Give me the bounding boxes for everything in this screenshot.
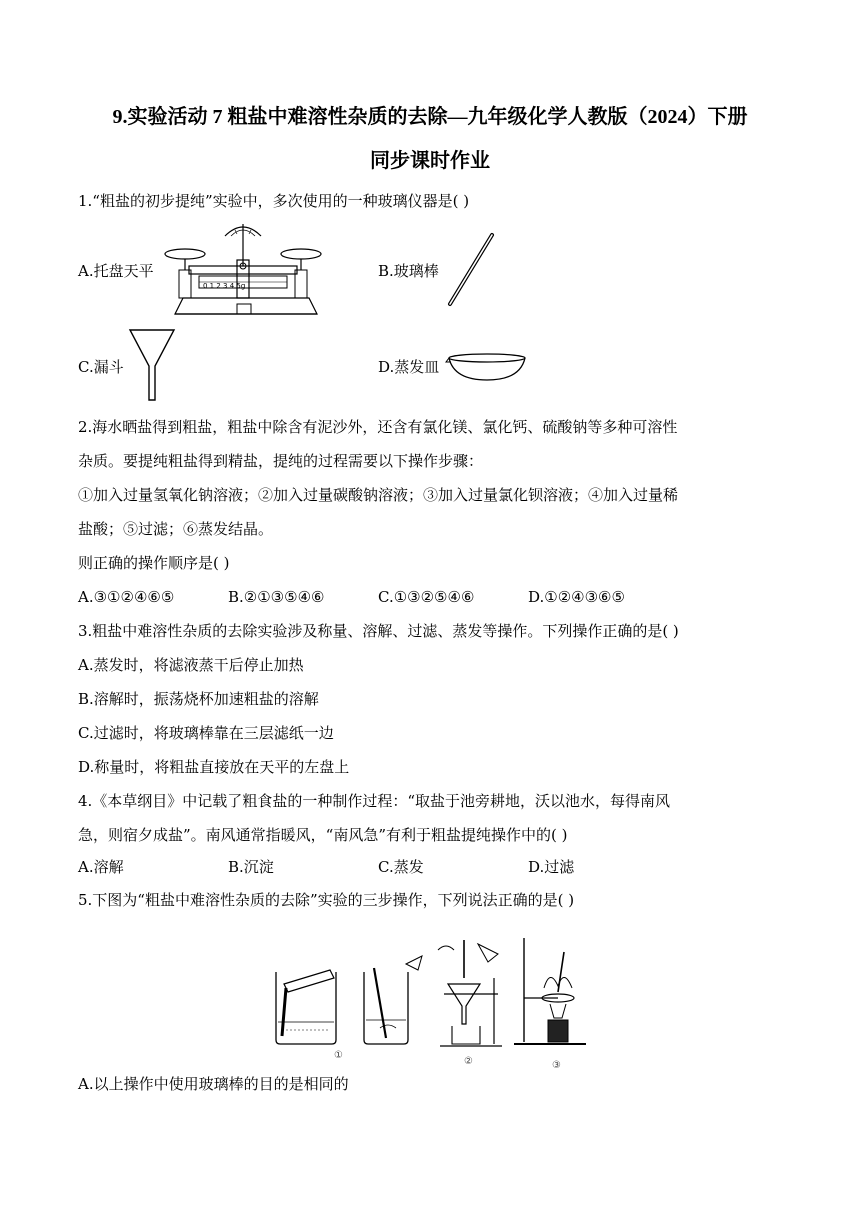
q1-option-b: B.玻璃棒 [378, 262, 439, 280]
dissolving-beaker-2 [364, 956, 422, 1044]
experiment-steps-figure [268, 928, 598, 1071]
q4-option-a: A.溶解 [78, 858, 124, 876]
q2-stem-line1: 2.海水晒盐得到粗盐，粗盐中除含有泥沙外，还含有氯化镁、氯化钙、硫酸钠等多种可溶性 [78, 418, 678, 436]
scale-marks: 0 1 2 3 4 5g [203, 282, 246, 290]
q2-ask: 则正确的操作顺序是( ) [78, 554, 230, 572]
step-label-2: ② [464, 1056, 473, 1067]
q3-option-b: B.溶解时，振荡烧杯加速粗盐的溶解 [78, 690, 319, 708]
q1-option-d: D.蒸发皿 [378, 358, 440, 376]
q2-option-a: A.③①②④⑥⑤ [78, 588, 175, 606]
step-label-3: ③ [552, 1060, 561, 1071]
q2-option-d: D.①②④③⑥⑤ [528, 588, 625, 606]
q5-option-a: A.以上操作中使用玻璃棒的目的是相同的 [78, 1075, 349, 1093]
evaporation-apparatus [514, 938, 586, 1044]
q1-stem: 1.“粗盐的初步提纯”实验中，多次使用的一种玻璃仪器是( ) [78, 192, 470, 210]
step-label-1: ① [334, 1050, 343, 1061]
q3-option-d: D.称量时，将粗盐直接放在天平的左盘上 [78, 758, 350, 776]
q2-option-b: B.②①③⑤④⑥ [228, 588, 325, 606]
q2-steps-line1: ①加入过量氢氧化钠溶液；②加入过量碳酸钠溶液；③加入过量氯化钡溶液；④加入过量稀 [78, 486, 679, 504]
q5-stem: 5.下图为“粗盐中难溶性杂质的去除”实验的三步操作，下列说法正确的是( ) [78, 891, 575, 909]
q4-stem-line1: 4.《本草纲目》中记载了粗食盐的一种制作过程：“取盐于池旁耕地，沃以池水，每得南风 [78, 792, 670, 810]
glass-rod-figure [446, 232, 496, 308]
doc-title-line2: 同步课时作业 [370, 150, 490, 172]
q4-stem-line2: 急，则宿夕成盐”。南风通常指暖风，“南风急”有利于粗盐提纯操作中的( ) [78, 826, 568, 844]
q3-stem: 3.粗盐中难溶性杂质的去除实验涉及称量、溶解、过滤、蒸发等操作。下列操作正确的是( ) [78, 622, 679, 640]
evaporating-dish-figure [446, 352, 528, 384]
q4-option-b: B.沉淀 [228, 858, 274, 876]
filtration-apparatus [438, 940, 502, 1046]
q1-option-c: C.漏斗 [78, 358, 124, 376]
q4-option-d: D.过滤 [528, 858, 575, 876]
q2-option-c: C.①③②⑤④⑥ [378, 588, 475, 606]
q4-option-c: C.蒸发 [378, 858, 424, 876]
q1-option-a: A.托盘天平 [78, 262, 154, 280]
q3-option-c: C.过滤时，将玻璃棒靠在三层滤纸一边 [78, 724, 334, 742]
doc-title-line1: 9.实验活动 7 粗盐中难溶性杂质的去除—九年级化学人教版（2024）下册 [112, 106, 748, 128]
q3-option-a: A.蒸发时，将滤液蒸干后停止加热 [78, 656, 304, 674]
q2-stem-line2: 杂质。要提纯粗盐得到精盐，提纯的过程需要以下操作步骤： [78, 452, 484, 470]
dissolving-beaker-1 [276, 970, 336, 1044]
balance-scale-figure [163, 222, 328, 322]
funnel-figure [128, 328, 178, 402]
q2-steps-line2: 盐酸；⑤过滤；⑥蒸发结晶。 [78, 520, 274, 538]
